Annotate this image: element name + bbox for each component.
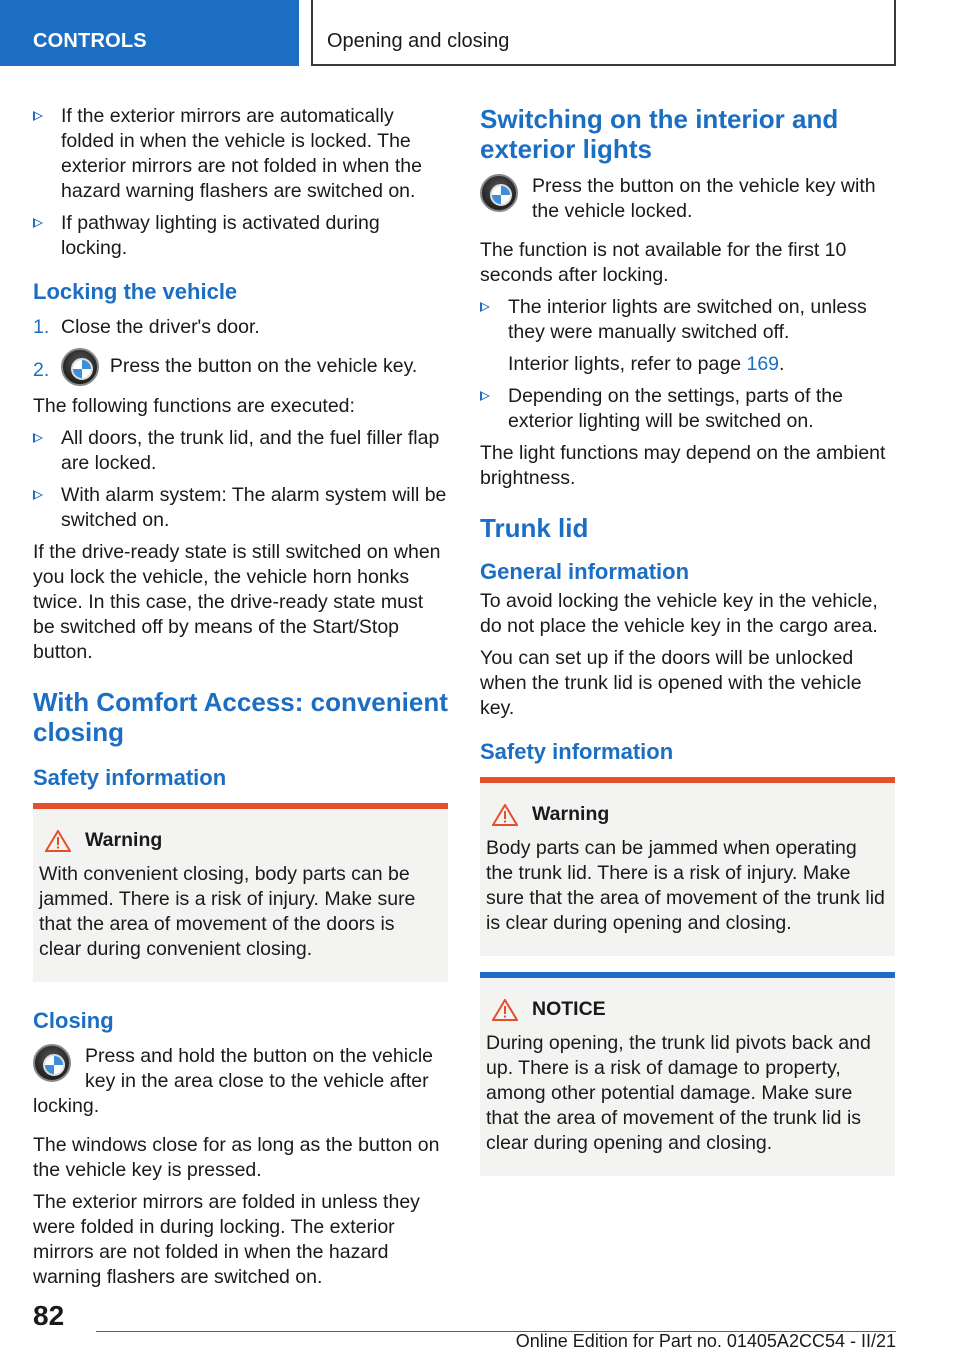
not-available-text: The function is not available for the first 10 seconds after locking.: [480, 239, 847, 286]
step-number: 1.: [33, 316, 50, 338]
bullet-list-top: [33, 104, 448, 261]
notice-text: During opening, the trunk lid pivots back and up. There is a risk of damage to property, among other potential damage. Make sure that the area of movement of the trunk lid is clear during opening and closing.: [486, 1032, 871, 1154]
section-title: CONTROLS: [33, 30, 147, 52]
vehicle-key-icon: [33, 1044, 71, 1082]
interior-lights-reference: Interior lights, refer to page 169.: [508, 353, 785, 375]
functions-intro: The following functions are executed:: [33, 395, 355, 417]
list-item: If pathway lighting is activated during locking.: [33, 211, 448, 261]
triangle-bullet-icon: [33, 490, 43, 500]
windows-text: The windows close for as long as the button on the vehicle key is pressed.: [33, 1134, 440, 1181]
notice-title: NOTICE: [486, 998, 889, 1021]
section-tab: [0, 0, 299, 66]
page-header: [0, 0, 960, 66]
list-item: If the exterior mirrors are automatically folded in when the vehicle is locked. The exterior mirrors are not folded in when the hazard warning flashers are switched on.: [33, 104, 448, 204]
warning-box: [480, 777, 895, 956]
lights-key-text: Press the button on the vehicle key with the vehicle locked.: [480, 174, 895, 224]
triangle-bullet-icon: [480, 302, 490, 312]
list-item: With alarm system: The alarm system will be switched on.: [33, 483, 448, 533]
right-column: [480, 104, 895, 1192]
lights-heading: Switching on the interior and exterior lights: [480, 104, 839, 164]
chapter-title: Opening and closing: [327, 30, 510, 52]
warning-text: Body parts can be jammed when operating the trunk lid. There is a risk of injury. Make sure that the area of movement of the trunk lid is clear during opening and closing.: [486, 837, 885, 934]
edition-text: Online Edition for Part no. 01405A2CC54 - II/21: [515, 1331, 896, 1351]
left-column: [33, 104, 448, 1297]
list-item: The interior lights are switched on, unless they were manually switched off. Interior lights, refer to page 169.: [480, 295, 895, 377]
page-number: 82: [33, 1300, 65, 1331]
general-heading: General information: [480, 559, 690, 584]
warning-title: Warning: [39, 829, 442, 852]
warning-triangle-icon: [45, 830, 71, 852]
drive-ready-text: If the drive-ready state is still switched on when you lock the vehicle, the vehicle horn honks twice. In this case, the drive-ready state must be switched off by means of the Start/Stop button.: [33, 541, 441, 663]
functions-list: [33, 426, 448, 533]
setup-text: You can set up if the doors will be unlocked when the trunk lid is opened with the vehicle key.: [480, 647, 862, 719]
safety-heading: Safety information: [33, 765, 227, 790]
ambient-text: The light functions may depend on the ambient brightness.: [480, 442, 886, 489]
page-link[interactable]: 169: [746, 353, 780, 375]
step-item: 2. Press the button on the vehicle key.: [33, 348, 448, 386]
warning-triangle-icon: [492, 804, 518, 826]
vehicle-key-icon: [480, 174, 518, 212]
comfort-heading: With Comfort Access: convenient closing: [33, 687, 448, 747]
warning-box: [33, 803, 448, 982]
step-item: 1. Close the driver's door.: [33, 316, 260, 338]
locking-heading: Locking the vehicle: [33, 279, 238, 304]
warning-triangle-icon: [492, 999, 518, 1021]
general-text: To avoid locking the vehicle key in the vehicle, do not place the vehicle key in the cargo area.: [480, 590, 878, 637]
step-number: 2.: [33, 359, 50, 381]
safety-heading: Safety information: [480, 739, 674, 764]
closing-heading: Closing: [33, 1008, 114, 1033]
list-item: All doors, the trunk lid, and the fuel filler flap are locked.: [33, 426, 448, 476]
closing-key-text: Press and hold the button on the vehicle key in the area close to the vehicle after locking.: [33, 1045, 433, 1117]
lights-list: [480, 295, 895, 434]
triangle-bullet-icon: [480, 391, 490, 401]
warning-text: With convenient closing, body parts can be jammed. There is a risk of injury. Make sure that the area of movement of the doors is clear during convenient closing.: [39, 863, 416, 960]
triangle-bullet-icon: [33, 111, 43, 121]
triangle-bullet-icon: [33, 433, 43, 443]
trunk-heading: Trunk lid: [480, 513, 589, 543]
locking-steps: [33, 315, 448, 386]
vehicle-key-icon: [61, 348, 99, 386]
list-item: Depending on the settings, parts of the exterior lighting will be switched on.: [480, 384, 895, 434]
mirrors-text: The exterior mirrors are folded in unless they were folded in during locking. The exterior mirrors are not folded in when the hazard warning flashers are switched on.: [33, 1191, 420, 1288]
triangle-bullet-icon: [33, 218, 43, 228]
notice-box: [480, 972, 895, 1176]
warning-title: Warning: [486, 803, 889, 826]
chapter-tab: [311, 0, 896, 66]
